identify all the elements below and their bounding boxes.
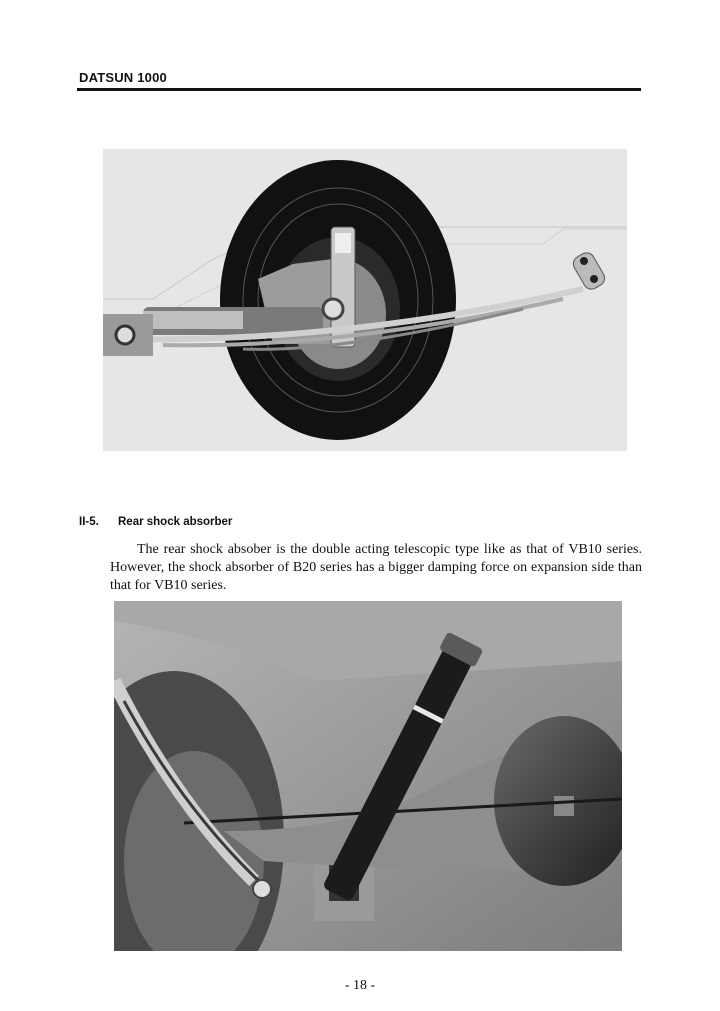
section-title: Rear shock absorber	[118, 516, 233, 528]
page-number: - 18 -	[344, 978, 376, 993]
body-paragraph: The rear shock absober is the double acting telescopic type like as that of VB10 series. However, the shock absorber of B20 series has a bigger damping force on expansion side than that for VB10 series.	[110, 542, 642, 593]
shock-absorber-photo-graphic	[114, 601, 622, 951]
suspension-illustration-graphic	[103, 149, 627, 451]
shock-absorber-photo	[114, 601, 622, 951]
header-title: DATSUN 1000	[79, 70, 167, 85]
section-number: II-5.	[79, 516, 99, 528]
section-body	[110, 541, 642, 595]
suspension-illustration	[103, 149, 627, 451]
section-heading	[79, 516, 232, 528]
header-rule	[77, 88, 641, 91]
